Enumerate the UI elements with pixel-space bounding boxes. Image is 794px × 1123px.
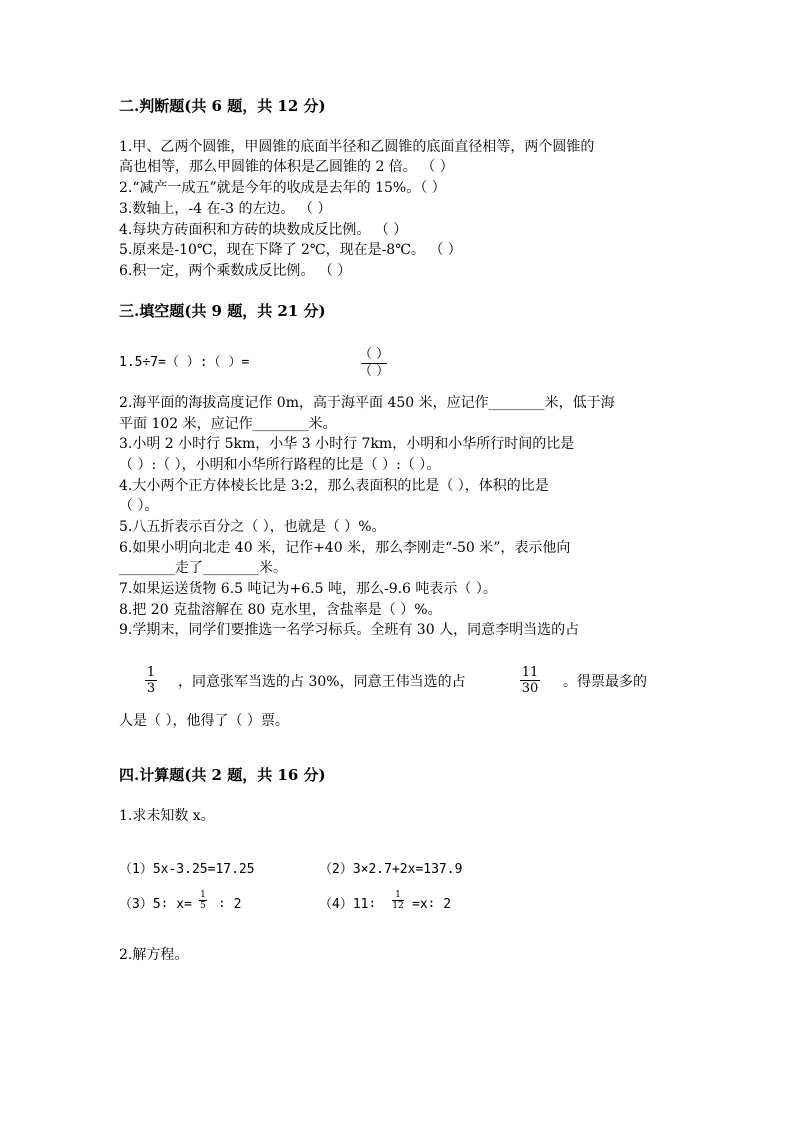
question-3-4-line1: 4.大小两个正方体棱长比是 3:2，那么表面积的比是（ ），体积的比是 xyxy=(119,478,549,494)
question-3-5: 5.八五折表示百分之（ ），也就是（ ）%。 xyxy=(119,519,386,535)
question-2-1-line2: 高也相等，那么甲圆锥的体积是乙圆锥的 2 倍。 （ ） xyxy=(119,159,454,175)
question-3-3-line2: （ ）:（ ），小明和小华所行路程的比是（ ）:（ ）。 xyxy=(119,457,441,473)
question-4-2: 2.解方程。 xyxy=(119,947,189,963)
equation-3-tail: ∶ 2 xyxy=(218,897,242,912)
question-3-3-line1: 3.小明 2 小时行 5km，小华 3 小时行 7km，小明和小华所行时间的比是 xyxy=(119,436,575,452)
question-3-1-fraction xyxy=(359,347,389,380)
fraction-denominator: 12 xyxy=(392,901,404,911)
question-3-2-line1: 2.海平面的海拔高度记作 0m，高于海平面 450 米，应记作________米，低于海 xyxy=(119,395,615,411)
question-3-7: 7.如果运送货物 6.5 吨记为+6.5 吨，那么-9.6 吨表示（ ）。 xyxy=(119,581,497,597)
section2-heading: 二.判断题(共 6 题，共 12 分) xyxy=(119,97,326,115)
question-3-9-fraction-1 xyxy=(145,665,157,696)
question-3-2-line2: 平面 102 米，应记作________米。 xyxy=(119,416,337,432)
question-3-9-end: 。得票最多的 xyxy=(563,674,647,690)
fraction-denominator: （ ） xyxy=(359,364,390,379)
question-3-6-line2: ________走了________米。 xyxy=(119,560,287,576)
fraction-numerator: 1 xyxy=(200,890,206,900)
equation-3: （3）5∶ x= xyxy=(119,897,192,912)
question-2-1-line1: 1.甲、乙两个圆锥，甲圆锥的底面半径和乙圆锥的底面直径相等，两个圆锥的 xyxy=(119,139,595,155)
question-2-6: 6.积一定，两个乘数成反比例。 （ ） xyxy=(119,263,352,279)
question-3-9-middle: ，同意张军当选的占 30%，同意王伟当选的占 xyxy=(178,674,466,690)
section4-heading: 四.计算题(共 2 题，共 16 分) xyxy=(119,766,326,784)
equation-2: （2）3×2.7+2x=137.9 xyxy=(319,862,463,877)
fraction-numerator: 1 xyxy=(395,890,401,900)
question-4-1: 1.求未知数 x。 xyxy=(119,808,215,824)
question-2-4: 4.每块方砖面积和方砖的块数成反比例。 （ ） xyxy=(119,222,408,238)
equation-4-fraction xyxy=(392,890,404,911)
equation-1: （1）5x-3.25=17.25 xyxy=(119,862,255,877)
fraction-denominator: 5 xyxy=(200,901,206,911)
equation-3-fraction xyxy=(199,890,207,911)
question-3-9-line3: 人是（ ），他得了（ ）票。 xyxy=(119,713,289,729)
question-3-9-line1: 9.学期末，同学们要推选一名学习标兵。全班有 30 人，同意李明当选的占 xyxy=(119,622,580,638)
equation-4-tail: =x∶ 2 xyxy=(412,897,452,912)
question-3-9-fraction-2 xyxy=(520,665,540,696)
fraction-numerator: 11 xyxy=(521,665,539,680)
question-3-8: 8.把 20 克盐溶解在 80 克水里，含盐率是（ ）%。 xyxy=(119,602,442,618)
question-2-2: 2.“减产一成五”就是今年的收成是去年的 15%。（ ） xyxy=(119,180,446,196)
question-2-5: 5.原来是-10℃，现在下降了 2℃，现在是-8℃。 （ ） xyxy=(119,242,462,258)
section3-heading: 三.填空题(共 9 题，共 21 分) xyxy=(119,302,326,320)
fraction-denominator: 30 xyxy=(521,681,539,696)
question-3-6-line1: 6.如果小明向北走 40 米，记作+40 米，那么李刚走“-50 米”，表示他向 xyxy=(119,540,571,556)
question-2-3: 3.数轴上，-4 在-3 的左边。 （ ） xyxy=(119,201,332,217)
question-3-4-line2: （ ）。 xyxy=(119,498,159,514)
question-3-1: 1.5÷7=（ ）:（ ）= xyxy=(119,355,250,370)
fraction-denominator: 3 xyxy=(146,681,156,696)
equation-4: （4）11∶ xyxy=(319,897,377,912)
fraction-numerator: （ ） xyxy=(359,347,390,362)
fraction-numerator: 1 xyxy=(146,665,156,680)
